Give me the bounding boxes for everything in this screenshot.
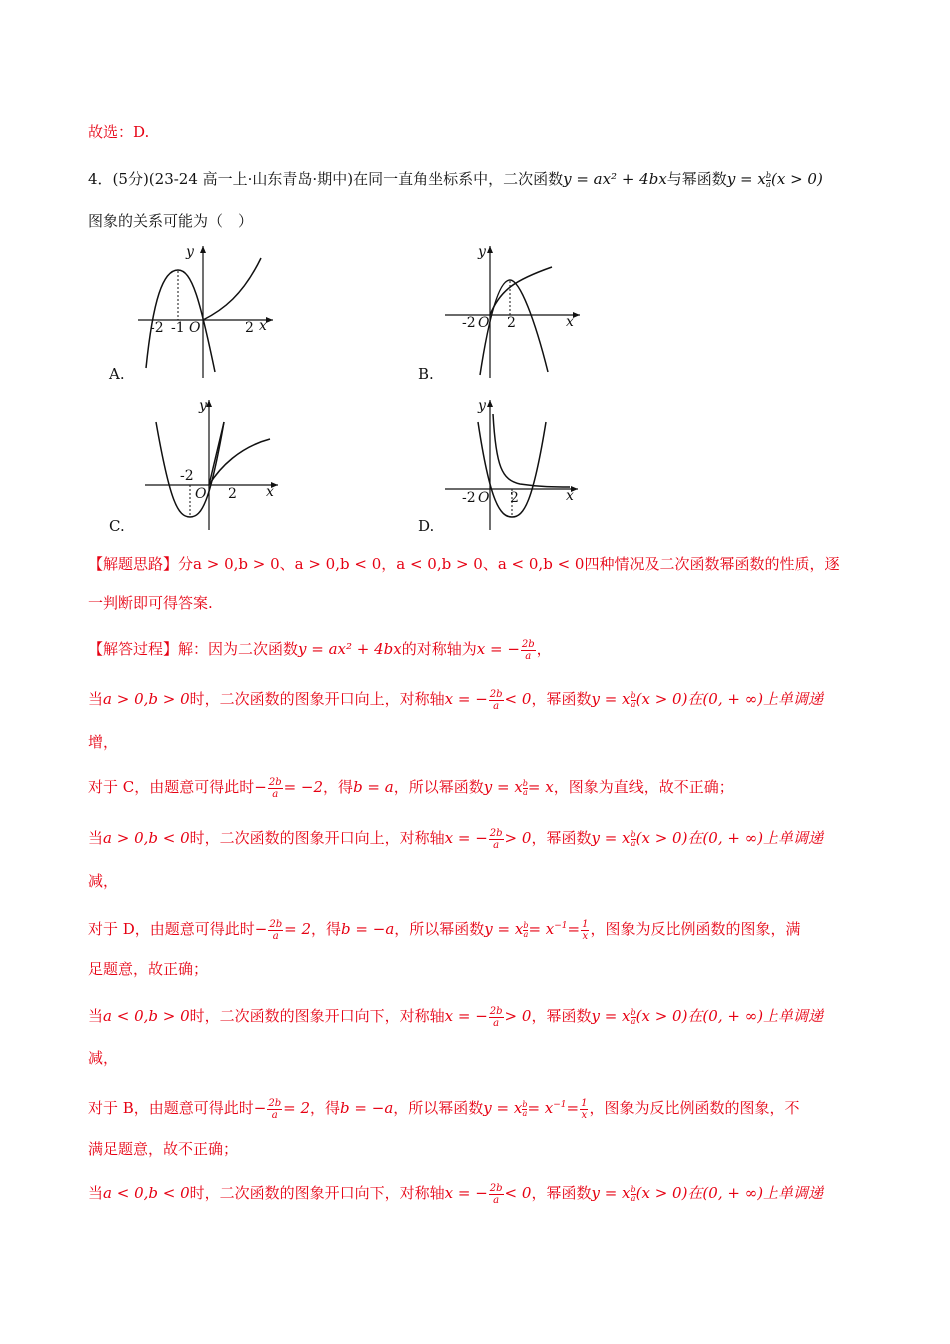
tick-label-neg2: -2 [462,490,476,506]
y-label: y [478,244,486,260]
question-stem-a: 在同一直角坐标系中，二次函数 [353,170,564,188]
case3-line: 当a < 0,b > 0时，二次函数的图象开口向下，对称轴x = − $\frac{2b}{a}$ > 0，幂函数y = x $\frac{b}{a}$ (x > 0)在(0, + ∞)上单调递 [88,1005,824,1029]
question-number: 4．(5分) [88,170,149,188]
option-b-label: B. [418,365,434,383]
graph-option-c [140,392,290,532]
x-label: x [259,318,267,334]
x-label: x [266,484,274,500]
idea-line2: 一判断即可得答案. [88,594,213,612]
idea-line1 [88,553,839,575]
y-label: y [199,398,207,414]
tick-label-pos2: 2 [510,490,519,506]
idea-text1: 分a > 0,b > 0、a > 0,b < 0，a < 0,b > 0、a < 0,b < 0四种情况及二次函数幂函数的性质，逐 [178,555,840,573]
fraction-2b-over-a: $\frac{2b}{a}$ [521,638,535,662]
check-b-line: 对于 B，由题意可得此时− $\frac{2b}{a}$ = 2，得b = −a，所以幂函数y = x $\frac{b}{a}$ = $x^{-1}=$ $\frac{1}{x}$ ，图象为反比例函数的图象，不 [88,1097,800,1121]
line-curve [209,422,224,485]
origin-label: O [478,490,490,506]
quadratic-expression: y = ax² + 4bx [563,170,667,188]
tick-label-neg2: -2 [462,315,476,331]
option-c-label: C. [109,517,125,535]
x-label: x [566,314,574,330]
question-stem-line2: 图象的关系可能为（ ） [88,212,254,230]
case1-end: 增， [88,733,119,751]
question-source: (23-24 高一上·山东青岛·期中) [148,170,354,188]
process-tag: 【解答过程】 [88,640,179,658]
power-curve [203,258,261,320]
option-a-label: A. [109,365,125,383]
case2-line: 当a > 0,b < 0时，二次函数的图象开口向上，对称轴x = − $\frac{2b}{a}$ > 0，幂函数y = x $\frac{b}{a}$ (x > 0)在(0, + ∞)上单调递 [88,827,824,851]
check-d-end: 足题意，故正确； [88,960,209,978]
power-expression: y = x [726,170,766,188]
tick-label-pos2: 2 [507,315,516,331]
graph-option-b [440,240,590,380]
origin-label: O [189,320,201,336]
y-label: y [478,398,486,414]
case3-end: 减， [88,1049,119,1067]
tick-label-neg2: -2 [180,468,194,484]
check-d-line: 对于 D，由题意可得此时− $\frac{2b}{a}$ = 2，得b = −a，所以幂函数y = x $\frac{b}{a}$ = $x^{-1}=$ $\frac{1}{x}$ ，图象为反比例函数的图象，满 [88,918,801,942]
case4-line: 当a < 0,b < 0时，二次函数的图象开口向下，对称轴x = − $\frac{2b}{a}$ < 0，幂函数y = x $\frac{b}{a}$ (x > 0)在(0, + ∞)上单调递 [88,1182,824,1206]
option-d-label: D. [418,517,435,535]
tick-label-pos2: 2 [228,486,237,502]
previous-answer: 故选：D. [88,123,150,141]
question-stem-line1 [88,168,823,190]
idea-tag: 【解题思路】 [88,555,179,573]
power-exponent: $\frac{b}{a}$ [765,171,771,189]
tick-label-neg1: -1 [171,320,185,336]
origin-label: O [478,315,490,331]
tick-label-neg2: -2 [150,320,164,336]
check-b-end: 满足题意，故不正确； [88,1140,239,1158]
tick-label-pos2: 2 [245,320,254,336]
check-c-line: 对于 C，由题意可得此时− $\frac{2b}{a}$ = −2，得b = a，所以幂函数y = x $\frac{b}{a}$ = x，图象为直线，故不正确； [88,776,734,800]
power-domain: (x > 0) [770,170,823,188]
graph-option-a [128,240,278,380]
question-stem-b: 与幂函数 [666,170,727,188]
case1-line: 当a > 0,b > 0时，二次函数的图象开口向上，对称轴x = − $\frac{2b}{a}$ < 0，幂函数y = x $\frac{b}{a}$ (x > 0)在(0, + ∞)上单调递 [88,688,824,712]
process-line1: 【解答过程】解：因为二次函数y = ax² + 4bx的对称轴为x = − $\frac{2b}{a}$ ， [88,638,552,662]
power-curve [493,414,570,487]
graph-option-d [440,392,590,532]
origin-label: O [195,486,207,502]
case2-end: 减， [88,872,119,890]
y-label: y [186,244,194,260]
x-label: x [566,488,574,504]
